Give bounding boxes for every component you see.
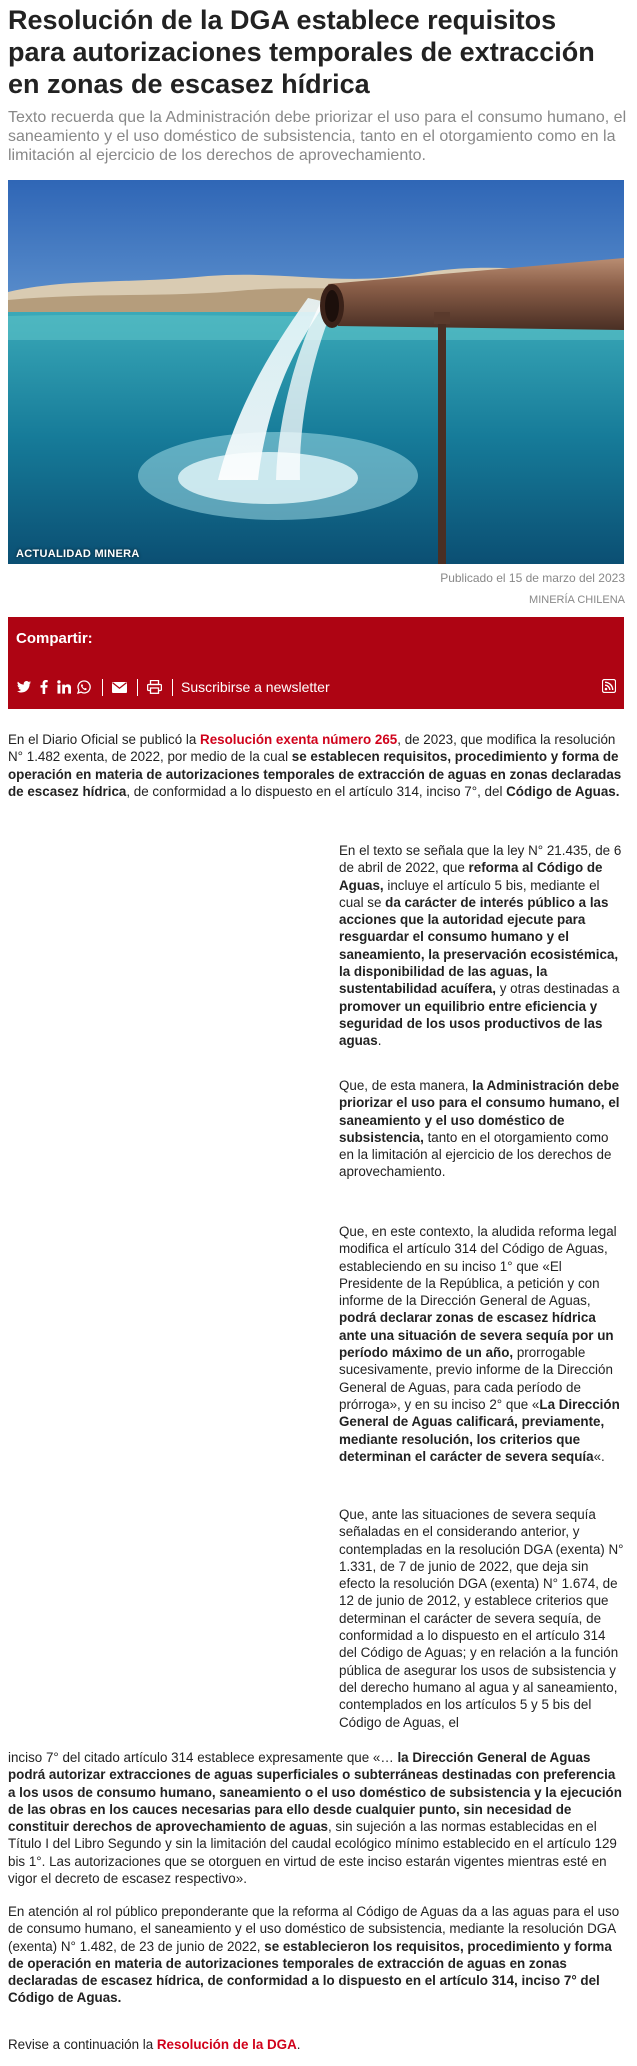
section-label[interactable]: MINERÍA CHILENA: [529, 594, 625, 606]
text-span: En el texto se señala que la ley N° 21.435, de 6 de abril de 2022, que: [339, 843, 622, 876]
text-span: , de conformidad a lo dispuesto en el artículo 314, inciso 7°, del: [126, 783, 507, 799]
text-span: .: [377, 1033, 382, 1049]
share-title: Compartir:: [16, 630, 93, 647]
text-span: Que, de esta manera,: [339, 1078, 473, 1093]
newsletter-link[interactable]: Suscribirse a newsletter: [181, 679, 330, 695]
text-span: inciso 7° del citado artículo 314 establece expresamente que «…: [8, 1750, 398, 1765]
text-span: En el Diario Oficial se publicó la: [8, 732, 201, 747]
text-span: Que, ante las situaciones de severa sequía señaladas en el considerando anterior, y contempladas en la resolución DGA (exenta) N° 1.331, de 7 de junio de 2022, que deja sin efecto la resolución DGA (exenta) N° 1.674, de 12 de junio de 2012, y establece criterios que determinan el carácter de severa sequía, de conformidad a lo dispuesto en el artículo 314 del Código de Aguas; y en relación a la función pública de asegurar los usos de subsistencia y del derecho humano al agua y al saneamiento, contemplados en los artículos 5 y 5 bis del Código de Aguas, el: [339, 1507, 624, 1730]
separator: [172, 679, 173, 696]
email-icon[interactable]: [111, 679, 127, 695]
text-span: , de 2023, que modifica la resolución N° 1.482 exenta, de 2022, por medio de la cual: [8, 732, 616, 765]
paragraph-4: [339, 1223, 626, 1465]
paragraph-3: [339, 1077, 626, 1181]
share-toolbar: [16, 677, 330, 697]
text-span: tanto en el otorgamiento como en la limitación al ejercicio de los derechos de aprovechamiento.: [339, 1129, 612, 1180]
paragraph-6: [8, 1903, 626, 2007]
bold-span: la Administración debe priorizar el uso para el consumo humano, el saneamiento y el uso doméstico de subsistencia,: [339, 1078, 620, 1145]
text-span: incluye el artículo 5 bis, mediante el cual se: [339, 877, 600, 910]
text-span: «.: [593, 1448, 605, 1464]
text-span: En atención al rol público preponderante que la reforma al Código de Aguas da a las aguas para el uso de consumo humano, el saneamiento y el uso doméstico de subsistencia, mediante la resolución DGA (exenta) N° 1.482, de 23 de junio de 2022,: [8, 1904, 620, 1954]
bold-span: podrá declarar zonas de escasez hídrica ante una situación de severa sequía por un período máximo de un año,: [339, 1310, 614, 1361]
bold-span: se establecen requisitos, procedimiento y forma de operación en materia de autorizaciones temporales de extracción de aguas en zonas declaradas de escasez hídrica: [8, 749, 622, 799]
text-span: , sin sujeción a las normas establecidas en el Título I del Libro Segundo y sin la limitación del caudal ecológico mínimo establecido en el artículo 129 bis 1°. Las autorizaciones que se otorguen en virtud de este inciso estarán vigentes mientras esté en vigor el decreto de escasez respectivo».: [8, 1819, 617, 1887]
rss-icon[interactable]: [602, 679, 616, 698]
share-panel: [8, 617, 624, 709]
bold-span: da carácter de interés público a las acciones que la autoridad ejecute para resguardar el consumo humano y el saneamiento, la preservación ecosistémica, la disponibilidad de las aguas, la sustentabilidad acuífera,: [339, 894, 619, 997]
twitter-icon[interactable]: [16, 679, 32, 695]
article-lead: Texto recuerda que la Administración debe priorizar el uso para el consumo humano, el saneamiento y el uso doméstico de subsistencia, tanto en el otorgamiento como en la limitación al ejercicio de los derechos de aprovechamiento.: [8, 109, 627, 164]
bold-span: La Dirección General de Aguas calificará, previamente, mediante resolución, los criterios que determinan el carácter de severa sequía: [339, 1396, 620, 1464]
bold-span: Código de Aguas.: [506, 783, 620, 799]
paragraph-5-continued: [8, 1749, 626, 1887]
photo-credit: ACTUALIDAD MINERA: [16, 548, 140, 560]
publish-date: Publicado el 15 de marzo del 2023: [440, 571, 625, 585]
print-icon[interactable]: [146, 679, 162, 695]
water-pipe-illustration: [8, 180, 624, 564]
dga-resolution-link[interactable]: Resolución de la DGA: [156, 2037, 297, 2052]
bold-span: la Dirección General de Aguas podrá autorizar extracciones de aguas superficiales o subterráneas destinadas con preferencia a los usos de consumo humano, saneamiento o el uso doméstico de subsistencia y la ejecución de las obras en los cauces necesarias para ello desde cualquier punto, sin necesidad de constituir derechos de aprovechamiento de aguas: [8, 1750, 622, 1835]
hero-image: [8, 180, 624, 564]
text-span: prorrogable sucesivamente, previo informe de la Dirección General de Aguas, para cada período de prórroga», y en su inciso 2° que «: [339, 1345, 613, 1412]
separator: [102, 679, 103, 696]
linkedin-icon[interactable]: [56, 679, 72, 695]
paragraph-5: [339, 1506, 626, 1731]
text-span: Que, en este contexto, la aludida reforma legal modifica el artículo 314 del Código de Aguas, estableciendo en su inciso 1° que «El Presidente de la República, a petición y con informe de la Dirección General de Aguas,: [339, 1224, 617, 1309]
paragraph-7: [8, 2036, 626, 2053]
whatsapp-icon[interactable]: [76, 679, 92, 695]
facebook-icon[interactable]: [36, 679, 52, 695]
separator: [137, 679, 138, 696]
paragraph-1: [8, 731, 626, 800]
bold-span: se establecieron los requisitos, procedimiento y forma de operación en materia de autorizaciones temporales de extracción de aguas en zonas declaradas de escasez hídrica, de conformidad a lo dispuesto en el artículo 314, inciso 7° del Código de Aguas.: [8, 1938, 612, 2006]
article-title: Resolución de la DGA establece requisitos para autorizaciones temporales de extracción en zonas de escasez hídrica: [8, 5, 595, 99]
bold-span: reforma al Código de Aguas,: [339, 860, 603, 893]
text-span: Revise a continuación la: [8, 2037, 157, 2052]
resolution-265-link[interactable]: Resolución exenta número 265: [200, 732, 398, 747]
text-span: .: [296, 2037, 301, 2052]
bold-span: promover un equilibrio entre eficiencia y seguridad de los usos productivos de las aguas: [339, 998, 603, 1049]
paragraph-2: [339, 842, 626, 1050]
text-span: y otras destinadas a: [496, 981, 620, 997]
